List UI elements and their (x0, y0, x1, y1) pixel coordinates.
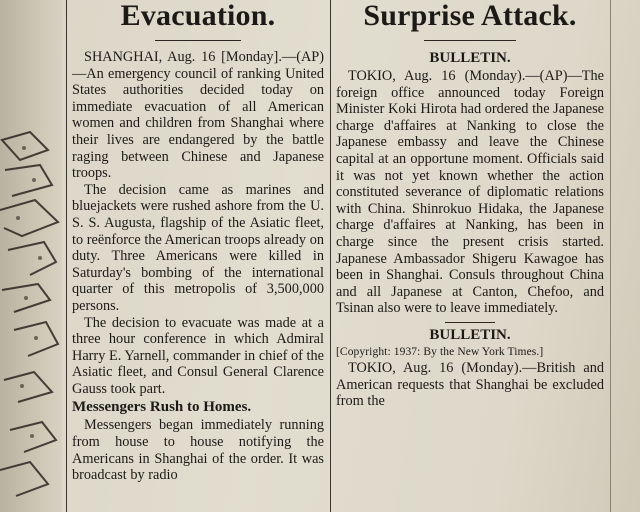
bulletin-label: BULLETIN. (429, 326, 511, 343)
headline-evacuation: Evacuation. (120, 0, 276, 32)
headline-surprise-attack: Surprise Attack. (363, 0, 577, 32)
bulletin-body (336, 360, 604, 410)
paragraph: TOKIO, Aug. 16 (Monday).—British and American requests that Shanghai be excluded from the (336, 359, 604, 410)
evacuation-body (72, 49, 324, 484)
headline-rule (155, 40, 241, 41)
bulletin-body (336, 68, 604, 317)
bulletin-rule (445, 322, 495, 323)
bulletin-label: BULLETIN. (429, 50, 511, 66)
left-edge-illustration (0, 0, 62, 512)
subhead-messengers: Messengers Rush to Homes. (72, 399, 252, 416)
column-rule-right (610, 0, 611, 512)
copyright-line: [Copyright: 1937: By the New York Times.] (336, 345, 544, 358)
paragraph: The decision came as marines and bluejackets were rushed ashore from the U. S. S. Augusta, flagship of the Asiatic fleet, to reënforce the American troops already on duty. Three Americans were killed in Saturday's bombing of the international quarter of this metropolis of 3,500,000 persons. (72, 181, 324, 314)
evacuation-article (72, 0, 324, 512)
paragraph: SHANGHAI, Aug. 16 [Monday].—(AP)—An emergency council of ranking United States authorities decided today on immediate evacuation of all American women and children from Shanghai where their lives are endangered by the battle raging between Chinese and Japanese troops. (72, 49, 324, 182)
headline-rule (424, 40, 516, 41)
partial-illustration-icon (0, 0, 62, 512)
paragraph: TOKIO, Aug. 16 (Monday).—(AP)—The foreign office announced today Foreign Minister Koki Hirota had ordered the Japanese charge d'affaires at Nanking to close the Japanese embassy and leave the Chinese capital at an opportune moment. Officials said it was not yet known whether the action constituted severance of diplomatic relations with China. Shinrokuo Hidaka, the Japanese charge d'affaires at Nanking, has been in charge since the present crisis started. Japanese Ambassador Shigeru Kawagoe has been in Shanghai. Consuls throughout China and all Japanese at Canton, Chefoo, and Tsinan also were to leave immediately. (336, 68, 604, 317)
column-rule-left (66, 0, 67, 512)
paragraph: The decision to evacuate was made at a three hour conference in which Admiral Harry E. Yarnell, commander in chief of the Asiatic fleet, and Consul General Clarence Gauss took part. (72, 314, 324, 397)
column-rule-middle (330, 0, 331, 512)
paragraph: Messengers began immediately running from house to house notifying the Americans in Shanghai of the order. It was broadcast by radio (72, 417, 324, 484)
surprise-attack-article (336, 0, 604, 512)
